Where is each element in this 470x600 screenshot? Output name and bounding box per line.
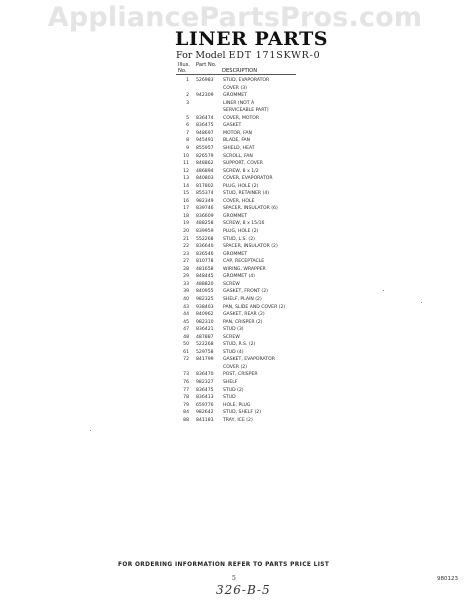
table-row bbox=[0, 86, 470, 92]
description-cell: GROMMET bbox=[223, 213, 248, 219]
illus-number-cell: 16 bbox=[183, 198, 189, 204]
illus-number-cell: 61 bbox=[183, 349, 189, 355]
part-number-cell: 982325 bbox=[196, 296, 214, 302]
description-cell: SERVICEABLE PART) bbox=[223, 108, 269, 114]
description-cell: HOLE, PLUG bbox=[223, 402, 251, 408]
illus-number-cell: 15 bbox=[183, 191, 189, 197]
table-row bbox=[0, 274, 470, 280]
description-cell: COVER, EVAPORATOR bbox=[223, 176, 273, 182]
column-header-part-no: Part No. bbox=[196, 62, 217, 68]
table-row bbox=[0, 357, 470, 363]
part-number-cell: 982642 bbox=[196, 410, 214, 416]
description-cell: PLUG, HOLE (2) bbox=[223, 183, 259, 189]
description-cell: STUD (3) bbox=[223, 327, 244, 333]
illus-number-cell: 40 bbox=[183, 296, 189, 302]
table-row bbox=[0, 403, 470, 409]
description-cell: PLUG, HOLE (2) bbox=[223, 229, 259, 234]
table-row bbox=[0, 146, 470, 152]
table-row bbox=[0, 282, 470, 288]
table-row bbox=[0, 312, 470, 318]
part-number-cell: 839746 bbox=[196, 206, 214, 212]
part-number-cell: 836640 bbox=[196, 244, 214, 250]
description-cell: WIRING, WRAPPER bbox=[223, 266, 266, 272]
description-cell: SCREW, 8 x 15/16 bbox=[223, 221, 265, 227]
table-row bbox=[0, 169, 470, 175]
description-cell: GASKET, REAR (2) bbox=[223, 312, 265, 318]
table-row bbox=[0, 221, 470, 227]
description-cell: COVER, MOTOR bbox=[223, 115, 260, 121]
description-cell: PAN, CRISPER (2) bbox=[223, 319, 263, 325]
illus-number-cell: 48 bbox=[183, 334, 189, 340]
description-cell: SPACER, INSULATOR (2) bbox=[223, 244, 278, 250]
table-row bbox=[0, 101, 470, 107]
illus-number-cell: 73 bbox=[183, 372, 189, 378]
description-cell: GROMMET bbox=[223, 93, 248, 99]
illus-number-cell: 28 bbox=[183, 266, 189, 272]
table-row bbox=[0, 342, 470, 348]
part-number-cell: 486894 bbox=[196, 168, 214, 174]
part-number-cell: 836546 bbox=[196, 251, 214, 257]
description-cell: STUD, SHELF (2) bbox=[223, 410, 261, 416]
illus-number-cell: 14 bbox=[183, 183, 189, 189]
header-divider bbox=[176, 74, 296, 75]
description-cell: SHELF, PLAIN (2) bbox=[223, 296, 262, 302]
illus-number-cell: 7 bbox=[186, 130, 189, 136]
table-row bbox=[0, 237, 470, 243]
illus-number-cell: 9 bbox=[186, 145, 189, 151]
scan-speck bbox=[421, 302, 422, 303]
part-number-cell: 836609 bbox=[196, 213, 214, 219]
description-cell: SCREW bbox=[223, 334, 240, 340]
illus-number-cell: 76 bbox=[183, 380, 189, 385]
part-number-cell: 848862 bbox=[196, 161, 214, 167]
description-cell: LINER (NOT A bbox=[223, 100, 255, 106]
description-cell: STUD bbox=[223, 395, 236, 401]
illus-number-cell: 21 bbox=[183, 236, 189, 242]
description-cell: PAN, SLIDE AND COVER (2) bbox=[223, 304, 286, 310]
model-prefix: For Model bbox=[176, 50, 226, 61]
illus-number-cell: 20 bbox=[183, 229, 189, 234]
table-row bbox=[0, 327, 470, 333]
table-row bbox=[0, 297, 470, 303]
part-number-cell: 855957 bbox=[196, 145, 214, 151]
description-cell: CAP, RECEPTACLE bbox=[223, 259, 265, 265]
table-row bbox=[0, 214, 470, 220]
table-row bbox=[0, 191, 470, 197]
table-row bbox=[0, 410, 470, 416]
part-number-cell: 836474 bbox=[196, 115, 214, 121]
table-row bbox=[0, 184, 470, 190]
description-cell: SPACER, INSULATOR (6) bbox=[223, 206, 278, 212]
table-row bbox=[0, 418, 470, 424]
table-row bbox=[0, 335, 470, 341]
table-row bbox=[0, 229, 470, 235]
part-number-cell: 839959 bbox=[196, 229, 214, 234]
description-cell: SCREW, 8 x 1/2 bbox=[223, 168, 259, 174]
document-number: 980123 bbox=[437, 576, 458, 582]
scan-speck bbox=[383, 290, 384, 291]
illus-number-cell: 39 bbox=[183, 289, 189, 295]
description-cell: SCREW bbox=[223, 281, 240, 287]
table-row bbox=[0, 199, 470, 205]
part-number-cell: 982327 bbox=[196, 380, 214, 385]
table-row bbox=[0, 138, 470, 144]
illus-number-cell: 47 bbox=[183, 327, 189, 333]
illus-number-cell: 18 bbox=[183, 213, 189, 219]
description-cell: TRAY, ICE (2) bbox=[223, 417, 253, 423]
handwritten-note: 326-B-5 bbox=[216, 583, 271, 597]
description-cell: COVER (2) bbox=[223, 364, 247, 370]
part-number-cell: 826579 bbox=[196, 153, 214, 159]
part-number-cell: 938403 bbox=[196, 304, 214, 310]
table-row bbox=[0, 131, 470, 137]
table-row bbox=[0, 388, 470, 394]
part-number-cell: 841799 bbox=[196, 357, 214, 363]
description-cell: BLADE, FAN bbox=[223, 138, 251, 144]
illus-number-cell: 12 bbox=[183, 168, 189, 174]
illus-number-cell: 79 bbox=[183, 402, 189, 408]
part-number-cell: 848445 bbox=[196, 274, 214, 280]
table-row bbox=[0, 350, 470, 356]
page-title: LINER PARTS bbox=[175, 28, 328, 50]
illus-number-cell: 50 bbox=[183, 342, 189, 348]
description-cell: GASKET, FRONT (2) bbox=[223, 289, 268, 295]
table-row bbox=[0, 305, 470, 311]
table-row bbox=[0, 372, 470, 378]
illus-number-cell: 77 bbox=[183, 387, 189, 393]
part-number-cell: 836475 bbox=[196, 123, 214, 129]
description-cell: SUPPORT, COVER bbox=[223, 161, 263, 167]
table-row bbox=[0, 154, 470, 160]
part-number-cell: 488820 bbox=[196, 281, 214, 287]
part-number-cell: 840803 bbox=[196, 176, 214, 182]
description-cell: COVER, HOLE bbox=[223, 198, 255, 204]
illus-number-cell: 45 bbox=[183, 319, 189, 325]
part-number-cell: 942309 bbox=[196, 93, 214, 99]
description-cell: SHELF bbox=[223, 380, 238, 385]
table-row bbox=[0, 161, 470, 167]
table-row bbox=[0, 267, 470, 273]
part-number-cell: 836413 bbox=[196, 395, 214, 401]
description-cell: STUD, R.S. (2) bbox=[223, 342, 256, 348]
table-row bbox=[0, 289, 470, 295]
illus-number-cell: 10 bbox=[183, 153, 189, 159]
part-number-cell: 855374 bbox=[196, 191, 214, 197]
part-number-cell: 948697 bbox=[196, 130, 214, 136]
description-cell: GROMMET bbox=[223, 251, 248, 257]
part-number-cell: 836470 bbox=[196, 372, 214, 378]
table-row bbox=[0, 176, 470, 182]
illus-number-cell: 78 bbox=[183, 395, 189, 401]
table-row bbox=[0, 123, 470, 129]
illus-number-cell: 33 bbox=[183, 281, 189, 287]
illus-number-cell: 8 bbox=[186, 138, 189, 144]
description-cell: GROMMET (4) bbox=[223, 274, 255, 280]
part-number-cell: 945491 bbox=[196, 138, 214, 144]
description-cell: MOTOR, FAN bbox=[223, 130, 252, 136]
part-number-cell: 487887 bbox=[196, 334, 214, 340]
part-number-cell: 841183 bbox=[196, 417, 214, 423]
table-row bbox=[0, 380, 470, 386]
model-number: EDT 171SKWR-0 bbox=[228, 50, 321, 61]
illus-number-cell: 22 bbox=[183, 244, 189, 250]
description-cell: STUD (2) bbox=[223, 387, 244, 393]
part-number-cell: 526983 bbox=[196, 78, 214, 83]
illus-number-cell: 17 bbox=[183, 206, 189, 212]
illus-number-cell: 13 bbox=[183, 176, 189, 182]
part-number-cell: 840962 bbox=[196, 312, 214, 318]
column-header-illus-no: Illus. No. bbox=[178, 62, 191, 74]
watermark-text: AppliancePartsPros.com bbox=[47, 2, 423, 33]
illus-number-cell: 44 bbox=[183, 312, 189, 318]
table-row bbox=[0, 395, 470, 401]
description-cell: GASKET, EVAPORATOR bbox=[223, 357, 275, 363]
part-number-cell: 817802 bbox=[196, 183, 214, 189]
table-row bbox=[0, 365, 470, 371]
table-row bbox=[0, 78, 470, 84]
page-number: 5 bbox=[232, 575, 236, 582]
illus-number-cell: 43 bbox=[183, 304, 189, 310]
illus-number-cell: 84 bbox=[183, 410, 189, 416]
ordering-info-note: FOR ORDERING INFORMATION REFER TO PARTS PRICE LIST bbox=[118, 562, 330, 568]
part-number-cell: 529758 bbox=[196, 349, 214, 355]
description-cell: SCROLL, FAN bbox=[223, 153, 253, 159]
part-number-cell: 488258 bbox=[196, 221, 214, 227]
illus-number-cell: 27 bbox=[183, 259, 189, 265]
description-cell: COVER (3) bbox=[223, 85, 247, 91]
illus-number-cell: 88 bbox=[183, 417, 189, 423]
part-number-cell: 836421 bbox=[196, 327, 214, 333]
illus-number-cell: 11 bbox=[183, 161, 189, 167]
model-line bbox=[176, 50, 320, 61]
column-header-description: DESCRIPTION bbox=[222, 68, 258, 74]
illus-number-cell: 72 bbox=[183, 357, 189, 363]
table-row bbox=[0, 244, 470, 250]
scan-speck bbox=[90, 430, 91, 431]
illus-number-cell: 2 bbox=[186, 93, 189, 99]
illus-number-cell: 6 bbox=[186, 123, 189, 129]
illus-number-cell: 29 bbox=[183, 274, 189, 280]
table-row bbox=[0, 259, 470, 265]
part-number-cell: 481658 bbox=[196, 266, 214, 272]
part-number-cell: 836475 bbox=[196, 387, 214, 393]
part-number-cell: 659776 bbox=[196, 402, 214, 408]
part-number-cell: 810778 bbox=[196, 259, 214, 265]
table-row bbox=[0, 116, 470, 122]
description-cell: STUD, L.S. (2) bbox=[223, 236, 255, 242]
part-number-cell: 840955 bbox=[196, 289, 214, 295]
description-cell: STUD, EVAPORATOR bbox=[223, 78, 270, 83]
illus-number-cell: 5 bbox=[186, 115, 189, 121]
part-number-cell: 982310 bbox=[196, 319, 214, 325]
part-number-cell: 552268 bbox=[196, 236, 214, 242]
illus-number-cell: 19 bbox=[183, 221, 189, 227]
description-cell: POST, CRISPER bbox=[223, 372, 258, 378]
table-row bbox=[0, 93, 470, 99]
table-row bbox=[0, 320, 470, 326]
description-cell: STUD (4) bbox=[223, 349, 244, 355]
illus-number-cell: 1 bbox=[186, 78, 189, 83]
illus-number-cell: 23 bbox=[183, 251, 189, 257]
table-row bbox=[0, 206, 470, 212]
table-row bbox=[0, 252, 470, 258]
description-cell: GASKET bbox=[223, 123, 242, 129]
part-number-cell: 522268 bbox=[196, 342, 214, 348]
illus-number-cell: 3 bbox=[186, 100, 189, 106]
description-cell: STUD, RETAINER (4) bbox=[223, 191, 270, 197]
description-cell: SHIELD, HEAT bbox=[223, 145, 255, 151]
table-row bbox=[0, 108, 470, 114]
part-number-cell: 982349 bbox=[196, 198, 214, 204]
